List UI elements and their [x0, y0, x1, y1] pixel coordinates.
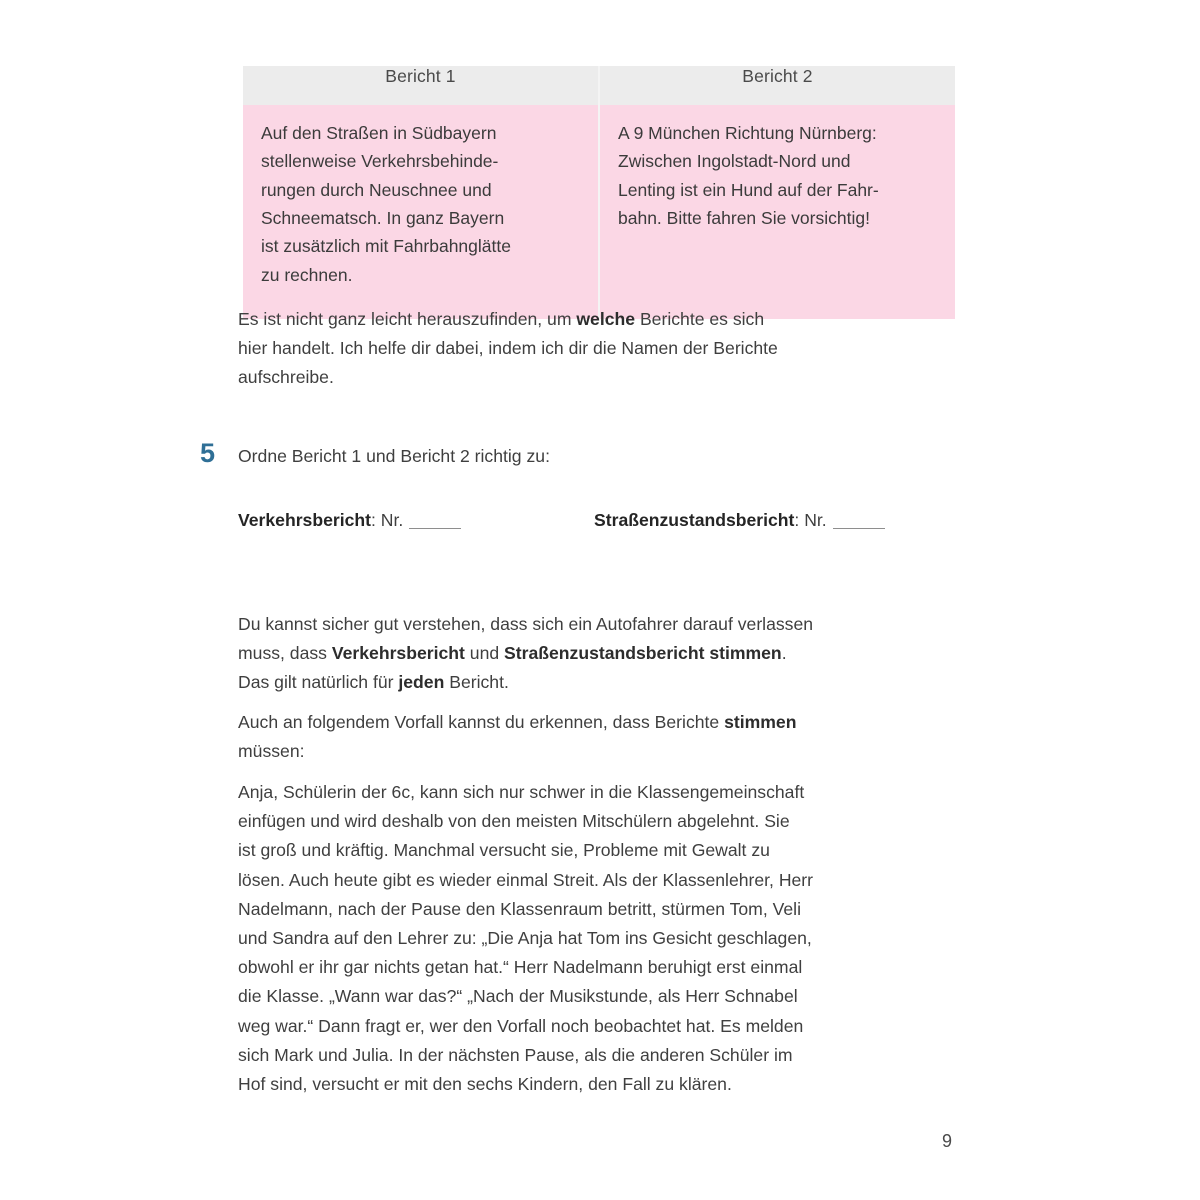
anja-line: weg war.“ Dann fragt er, wer den Vorfall noch beobachtet hat. Es melden [238, 1015, 804, 1036]
verstehen-line-3 [238, 668, 978, 697]
answer-label-strassenzustandsbericht: Straßenzustandsbericht [594, 510, 795, 530]
vorfall-bold-stimmen: stimmen [724, 712, 797, 732]
verstehen-text-c: . [781, 643, 787, 664]
verstehen-bold-verkehrsbericht: Verkehrsbericht [331, 643, 465, 664]
cell-line: bahn. Bitte fahren Sie vorsichtig! [618, 208, 870, 229]
table-header-bericht-1: Bericht 1 [243, 66, 599, 105]
cell-line: rungen durch Neuschnee und [261, 179, 492, 200]
intro-text-b: Berichte es sich [635, 309, 765, 329]
exercise-prompt: Ordne Bericht 1 und Bericht 2 richtig zu: [238, 446, 550, 466]
answer-blank-verkehrsbericht[interactable] [409, 513, 461, 529]
verstehen-text-e: Bericht. [444, 672, 509, 693]
verstehen-text-a: muss, dass [238, 643, 332, 664]
verstehen-text-d: Das gilt natürlich für [238, 672, 399, 693]
anja-line: Hof sind, versucht er mit den sechs Kindern, den Fall zu klären. [238, 1074, 732, 1095]
intro-bold-welche: welche [576, 309, 636, 329]
anja-line: sich Mark und Julia. In der nächsten Pause, als die anderen Schüler im [238, 1044, 793, 1065]
intro-line-1 [238, 305, 978, 334]
table-body-row [243, 105, 955, 319]
anja-line: die Klasse. „Wann war das?“ „Nach der Musikstunde, als Herr Schnabel [238, 986, 798, 1007]
answer-slot-strassenzustandsbericht [594, 510, 885, 531]
cell-line: A 9 München Richtung Nürnberg: [618, 123, 877, 143]
verstehen-text-b: und [464, 643, 505, 664]
anja-line: lösen. Auch heute gibt es wieder einmal Streit. Als der Klassenlehrer, Herr [238, 869, 814, 890]
intro-line-3: aufschreibe. [238, 367, 334, 388]
cell-line: Lenting ist ein Hund auf der Fahr- [618, 179, 879, 200]
cell-line: stellenweise Verkehrsbehinde- [261, 151, 499, 172]
anja-line: ist groß und kräftig. Manchmal versucht sie, Probleme mit Gewalt zu [238, 840, 770, 861]
anja-line: obwohl er ihr gar nichts getan hat.“ Herr Nadelmann beruhigt erst einmal [238, 957, 803, 978]
exercise-heading [200, 438, 960, 476]
anja-line: Anja, Schülerin der 6c, kann sich nur schwer in die Klassengemeinschaft [238, 782, 805, 802]
cell-line: zu rechnen. [261, 264, 353, 285]
cell-line: Zwischen Ingolstadt-Nord und [618, 151, 851, 172]
vorfall-text-a: Auch an folgendem Vorfall kannst du erkennen, dass Berichte [238, 712, 725, 732]
intro-line-2: hier handelt. Ich helfe dir dabei, indem ich dir die Namen der Berichte [238, 338, 778, 359]
anja-narrative-paragraph [238, 778, 978, 1099]
answer-blank-strassenzustandsbericht[interactable] [833, 513, 885, 529]
report-comparison-table [243, 66, 955, 319]
vorfall-paragraph [238, 708, 978, 766]
verstehen-paragraph [238, 610, 978, 698]
cell-line: Schneematsch. In ganz Bayern [261, 208, 505, 229]
anja-line: einfügen und wird deshalb von den meisten Mitschülern abgelehnt. Sie [238, 811, 790, 832]
intro-paragraph [238, 305, 978, 393]
table-cell-bericht-2 [599, 105, 955, 319]
verstehen-bold-strassenzustandsbericht: Straßenzustandsbericht stimmen [504, 643, 782, 664]
page-number: 9 [941, 1131, 952, 1151]
answer-suffix-strassenzustandsbericht: : Nr. [794, 510, 827, 530]
anja-line: Nadelmann, nach der Pause den Klassenraum betritt, stürmen Tom, Veli [238, 898, 801, 919]
vorfall-line-2: müssen: [238, 741, 305, 762]
exercise-5 [200, 438, 960, 530]
cell-line: Auf den Straßen in Südbayern [261, 123, 497, 143]
exercise-number: 5 [200, 438, 216, 468]
table-header-row [243, 66, 955, 105]
answer-suffix-verkehrsbericht: : Nr. [371, 510, 404, 530]
verstehen-bold-jeden: jeden [398, 672, 445, 693]
verstehen-line-1: Du kannst sicher gut verstehen, dass sich ein Autofahrer darauf verlassen [238, 614, 814, 634]
anja-line: und Sandra auf den Lehrer zu: „Die Anja hat Tom ins Gesicht geschlagen, [238, 928, 812, 949]
answer-label-verkehrsbericht: Verkehrsbericht [238, 510, 372, 530]
vorfall-line-1 [238, 708, 978, 737]
verstehen-line-2 [238, 639, 978, 668]
table-cell-bericht-1 [243, 105, 599, 319]
cell-line: ist zusätzlich mit Fahrbahnglätte [261, 236, 511, 257]
answer-slot-verkehrsbericht [238, 510, 461, 531]
intro-text-a: Es ist nicht ganz leicht herauszufinden, um [238, 309, 577, 329]
table-header-bericht-2: Bericht 2 [599, 66, 955, 105]
